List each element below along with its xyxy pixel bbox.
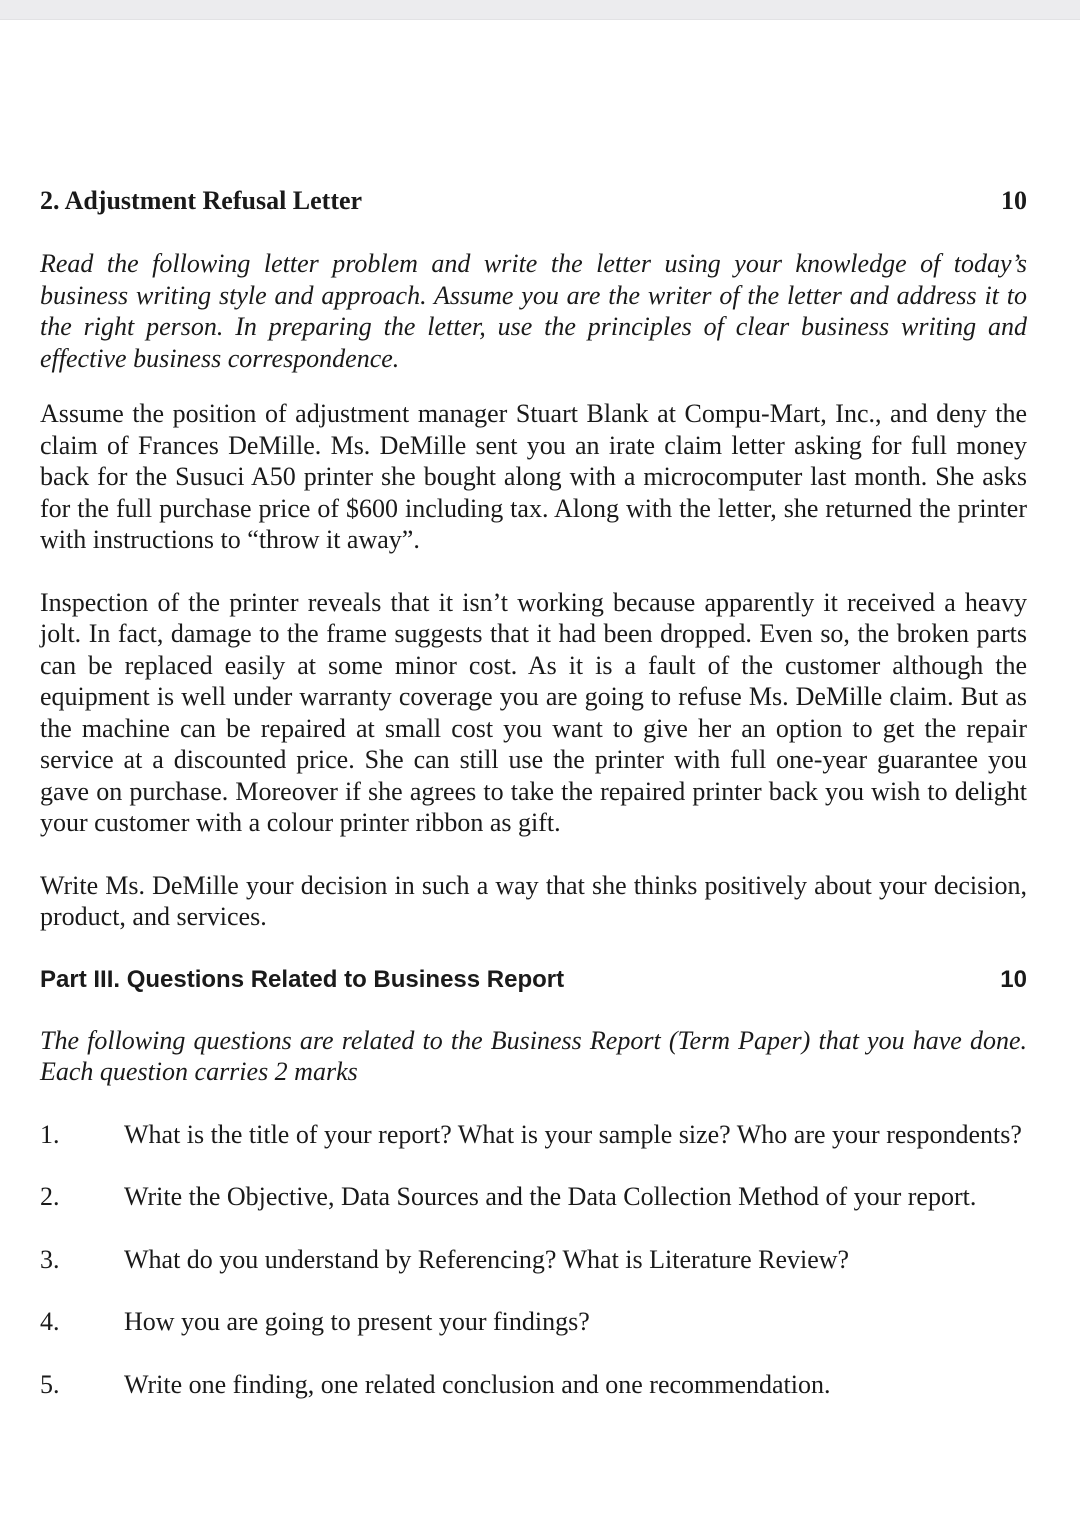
part-3-header [40, 963, 1027, 997]
question-number: 1. [40, 1119, 60, 1149]
question-text: What do you understand by Referencing? What is Literature Review? [124, 1244, 850, 1274]
decision-paragraph: Write Ms. DeMille your decision in such a way that she thinks positively about your decision, product, and services. [40, 870, 1027, 931]
part-3-instructions: The following questions are related to the Business Report (Term Paper) that you have done. Each question carries 2 marks [40, 1025, 1027, 1086]
document-page [40, 184, 1027, 1431]
question-number: 3. [40, 1244, 60, 1274]
list-item [40, 1119, 1027, 1151]
inspection-paragraph: Inspection of the printer reveals that it isn’t working because apparently it received a heavy jolt. In fact, damage to the frame suggests that it had been dropped. Even so, the broken parts can be replaced easily at some minor cost. As it is a fault of the customer although the equipment is well under warranty coverage you are going to refuse Ms. DeMille claim. But as the machine can be repaired at small cost you want to give her an option to get the repair service at a discounted price. She can still use the printer with full one-year guarantee you gave on purchase. Moreover if she agrees to take the repaired printer back you wish to delight your customer with a colour printer ribbon as gift. [40, 587, 1027, 837]
question-list [40, 1119, 1027, 1401]
question-text: Write the Objective, Data Sources and the Data Collection Method of your report. [124, 1182, 977, 1211]
part-3-marks: 10 [1000, 965, 1027, 993]
list-item [40, 1369, 1027, 1401]
part-3-title: Part III. Questions Related to Business Report [40, 965, 565, 993]
section-2-marks: 10 [1001, 186, 1027, 215]
question-number: 2. [40, 1182, 60, 1211]
list-item [40, 1306, 1027, 1338]
question-text: What is the title of your report? What is your sample size? Who are your respondents? [124, 1119, 1022, 1149]
question-number: 4. [40, 1307, 60, 1336]
viewer-top-bar [0, 0, 1080, 20]
section-2-header [40, 184, 1027, 218]
question-text: How you are going to present your findings? [124, 1307, 590, 1336]
section-2-title: 2. Adjustment Refusal Letter [40, 186, 363, 215]
question-text: Write one finding, one related conclusion and one recommendation. [124, 1369, 831, 1399]
question-number: 5. [40, 1369, 60, 1399]
letter-problem-paragraph: Assume the position of adjustment manager Stuart Blank at Compu-Mart, Inc., and deny the claim of Frances DeMille. Ms. DeMille sent you an irate claim letter asking for full money back for the Susuci A50 printer she bought along with a microcomputer last month. She asks for the full purchase price of $600 including tax. Along with the letter, she returned the printer with instructions to “throw it away”. [40, 399, 1027, 554]
section-2-instructions: Read the following letter problem and write the letter using your knowledge of today’s business writing style and approach. Assume you are the writer of the letter and address it to the right person. In preparing the letter, use the principles of clear business writing and effective business correspondence. [40, 249, 1027, 373]
list-item [40, 1181, 1027, 1213]
list-item [40, 1244, 1027, 1276]
